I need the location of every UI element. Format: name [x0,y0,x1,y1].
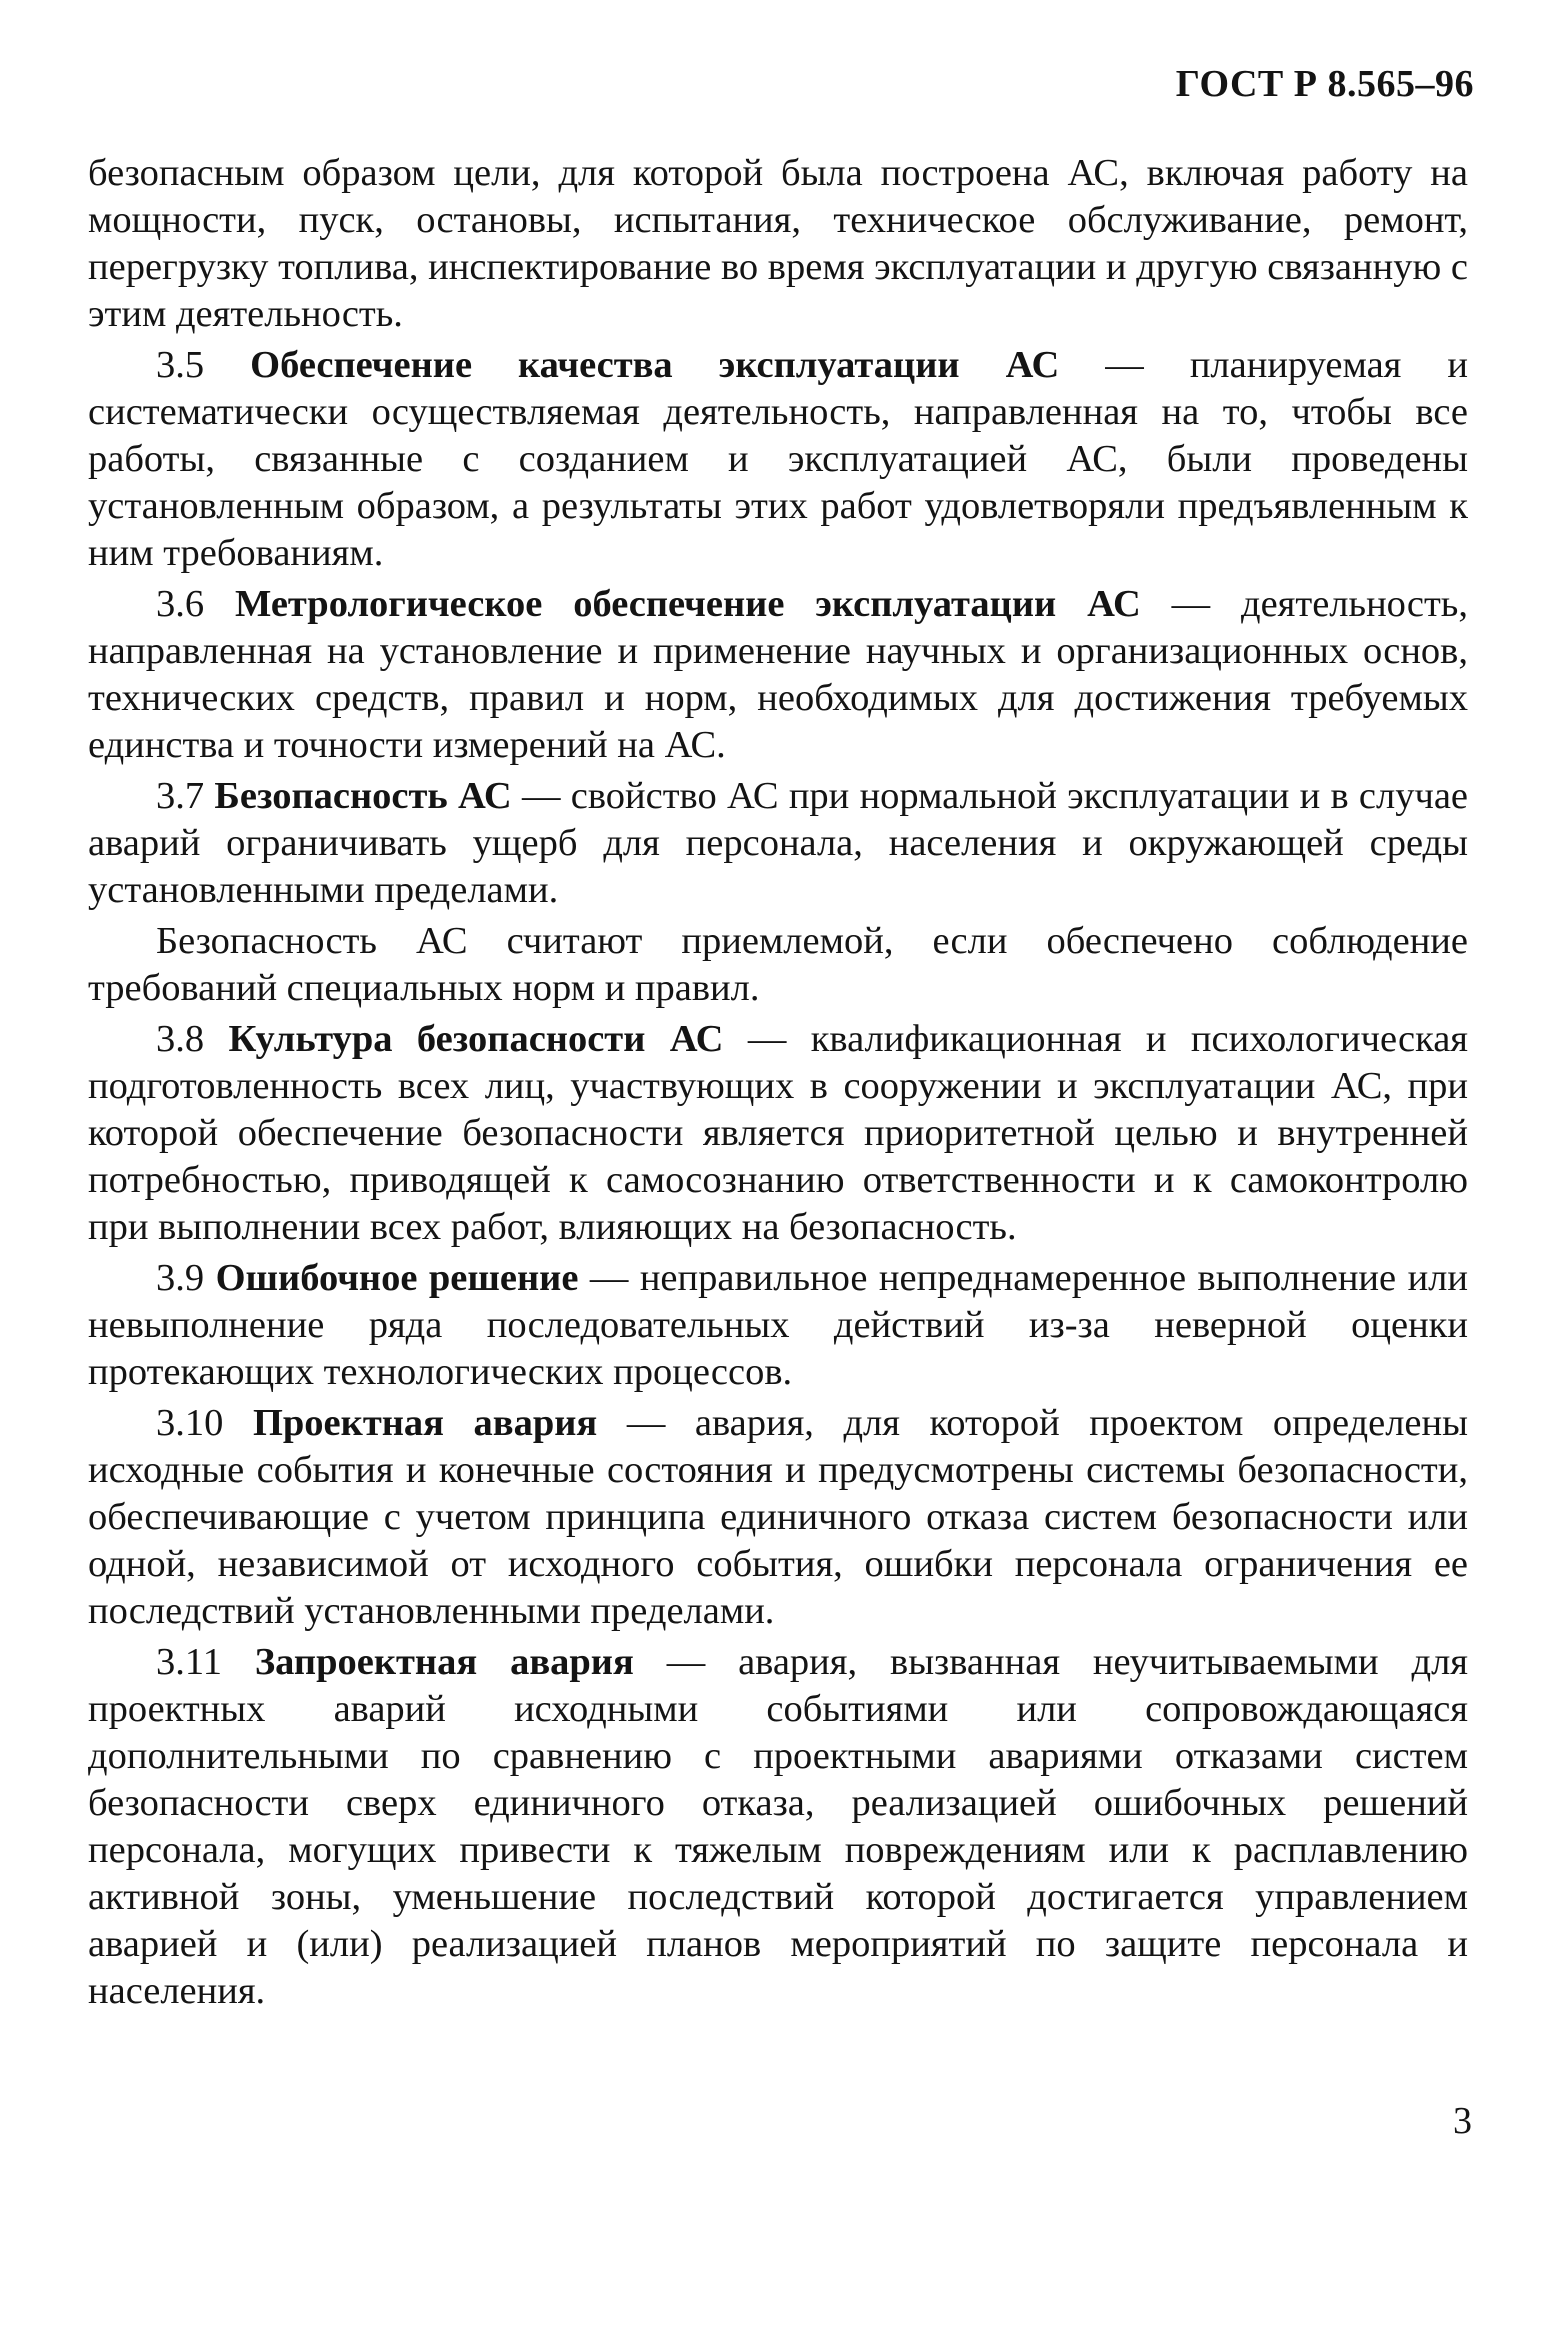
definition-term: Метрологическое обеспечение эксплуатации АС [235,583,1141,625]
definition-number: 3.5 [156,344,205,386]
page-number: 3 [1453,2100,1472,2142]
definition-text: — свойство АС при нормальной эксплуатации и в случае аварий ограничивать ущерб для персонала, населения и окружающей среды установленными пределами. [88,775,1469,911]
definition-text: — авария, вызванная неучитываемыми для проектных аварий исходными событиями или сопровождающаяся дополнительными по сравнению с проектными авариями отказами систем безопасности сверх единичного отказа, реализацией ошибочных решений персонала, могущих привести к тяжелым повреждениям или к расплавлению активной зоны, уменьшение последствий которой достигается управлением аварией и (или) реализацией планов мероприятий по защите персонала и населения. [88,1641,1469,2012]
definition-term: Запроектная авария [254,1641,634,1683]
definition-3-8 [88,1016,1468,1251]
definition-term: Ошибочное решение [215,1257,579,1299]
definition-3-10 [88,1400,1468,1635]
definition-text: — деятельность, направленная на установление и применение научных и организационных основ, технических средств, правил и норм, необходимых для достижения требуемых единства и точности измерений на АС. [88,583,1468,766]
definition-number: 3.9 [156,1257,205,1299]
definition-number: 3.10 [156,1402,224,1444]
definition-term: Проектная авария [252,1402,598,1444]
definition-3-5 [88,342,1468,577]
continuation-paragraph: безопасным образом цели, для которой была построена АС, включая работу на мощности, пуск, остановы, испытания, техническое обслуживание, ремонт, перегрузку топлива, инспектирование во время эксплуатации и другую связанную с этим деятельность. [88,152,1468,335]
document-body [88,150,1468,2019]
definition-term: Безопасность АС [214,775,512,817]
definition-3-7 [88,773,1468,914]
document-header: ГОСТ Р 8.565–96 [1175,63,1474,105]
definition-3-11 [88,1639,1468,2015]
definition-term: Культура безопасности АС [228,1018,724,1060]
definition-number: 3.6 [156,583,205,625]
definition-text: — неправильное непреднамеренное выполнение или невыполнение ряда последовательных действий из-за неверной оценки протекающих технологических процессов. [88,1257,1468,1393]
definition-text: — авария, для которой проектом определены исходные события и конечные состояния и предусмотрены системы безопасности, обеспечивающие с учетом принципа единичного отказа систем безопасности или одной, независимой от исходного события, ошибки персонала ограничения ее последствий установленными пределами. [88,1402,1468,1632]
definition-3-6 [88,581,1468,769]
definition-text: — планируемая и систематически осуществляемая деятельность, направленная на то, чтобы все работы, связанные с созданием и эксплуатацией АС, были проведены установленным образом, а результаты этих работ удовлетворяли предъявленным к ним требованиям. [88,344,1469,574]
definition-3-9 [88,1255,1468,1396]
note-paragraph: Безопасность АС считают приемлемой, если обеспечено соблюдение требований специальных норм и правил. [88,920,1468,1009]
definition-term: Обеспечение качества эксплуатации АС [250,344,1060,386]
definition-number: 3.8 [156,1018,205,1060]
definition-number: 3.7 [156,775,205,817]
definition-text: — квалификационная и психологическая подготовленность всех лиц, участвующих в сооружении и эксплуатации АС, при которой обеспечение безопасности является приоритетной целью и внутренней потребностью, приводящей к самосознанию ответственности и к самоконтролю при выполнении всех работ, влияющих на безопасность. [88,1018,1468,1248]
definition-number: 3.11 [156,1641,222,1683]
